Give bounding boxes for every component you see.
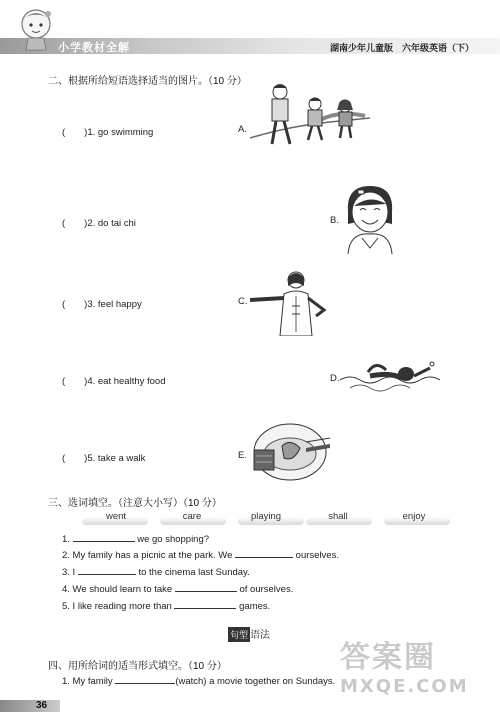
answer-paren[interactable]: ( ) <box>62 127 88 138</box>
mascot-girl-icon <box>14 6 58 52</box>
section3-title: 三、选词填空。（注意大小写）（10 分） <box>48 498 222 509</box>
word-option: playing <box>250 511 282 522</box>
section4-item-1: 1. My family (watch) a movie together on Sundays. <box>62 676 336 687</box>
fill-item-4: 4. We should learn to take of ourselves. <box>62 584 294 595</box>
footer-bar <box>0 700 60 712</box>
watermark-logo: 答案圈 MXQE.COM <box>340 640 469 697</box>
grammar-section-tag <box>228 626 270 642</box>
grammar-label: 语法 <box>250 630 271 641</box>
option-b-label: B. <box>330 215 339 226</box>
family-walking-picture <box>250 80 370 152</box>
fill-item-5: 5. I like reading more than games. <box>62 601 271 612</box>
healthy-food-picture <box>250 418 332 484</box>
question-1 <box>62 124 153 138</box>
swimmer-picture <box>340 358 440 398</box>
book-series: 湖南少年儿童版 六年级英语（下） <box>330 43 475 53</box>
word-option: enjoy <box>402 511 426 522</box>
answer-blank[interactable] <box>115 675 175 684</box>
question-text: 5. take a walk <box>87 453 146 464</box>
question-text: 3. feel happy <box>87 299 142 310</box>
tai-chi-girl-picture <box>246 266 336 336</box>
question-text: 1. go swimming <box>87 127 154 138</box>
section2-title: 二、根据所给短语选择适当的图片。（10 分） <box>48 76 247 87</box>
answer-blank[interactable] <box>235 549 293 558</box>
answer-blank[interactable] <box>78 566 136 575</box>
page-number: 36 <box>36 700 48 711</box>
book-brand: 小学教材全解 <box>58 42 130 54</box>
answer-paren[interactable]: ( ) <box>62 218 88 229</box>
option-c-label: C. <box>238 296 248 307</box>
fill-item-3: 3. I to the cinema last Sunday. <box>62 567 250 578</box>
grammar-box: 句型 <box>228 627 250 642</box>
answer-paren[interactable]: ( ) <box>62 299 88 310</box>
word-option: care <box>182 511 202 522</box>
fill-item-1: 1. we go shopping? <box>62 534 210 545</box>
smiling-girl-picture <box>340 182 400 254</box>
question-5 <box>62 450 145 464</box>
fill-item-2: 2. My family has a picnic at the park. We ourselves. <box>62 550 339 561</box>
section4-title: 四、用所给词的适当形式填空。（10 分） <box>48 661 227 672</box>
option-d-label: D. <box>330 373 340 384</box>
question-text: 2. do tai chi <box>87 218 136 229</box>
answer-blank[interactable] <box>175 583 237 592</box>
question-2 <box>62 215 136 229</box>
question-4 <box>62 373 166 387</box>
answer-blank[interactable] <box>73 533 135 542</box>
question-text: 4. eat healthy food <box>87 376 166 387</box>
answer-paren[interactable]: ( ) <box>62 376 88 387</box>
word-option: shall <box>328 511 348 522</box>
answer-blank[interactable] <box>174 600 236 609</box>
answer-paren[interactable]: ( ) <box>62 453 88 464</box>
question-3 <box>62 296 142 310</box>
word-option: went <box>105 511 127 522</box>
option-e-label: E. <box>238 450 247 461</box>
option-a-label: A. <box>238 124 247 135</box>
